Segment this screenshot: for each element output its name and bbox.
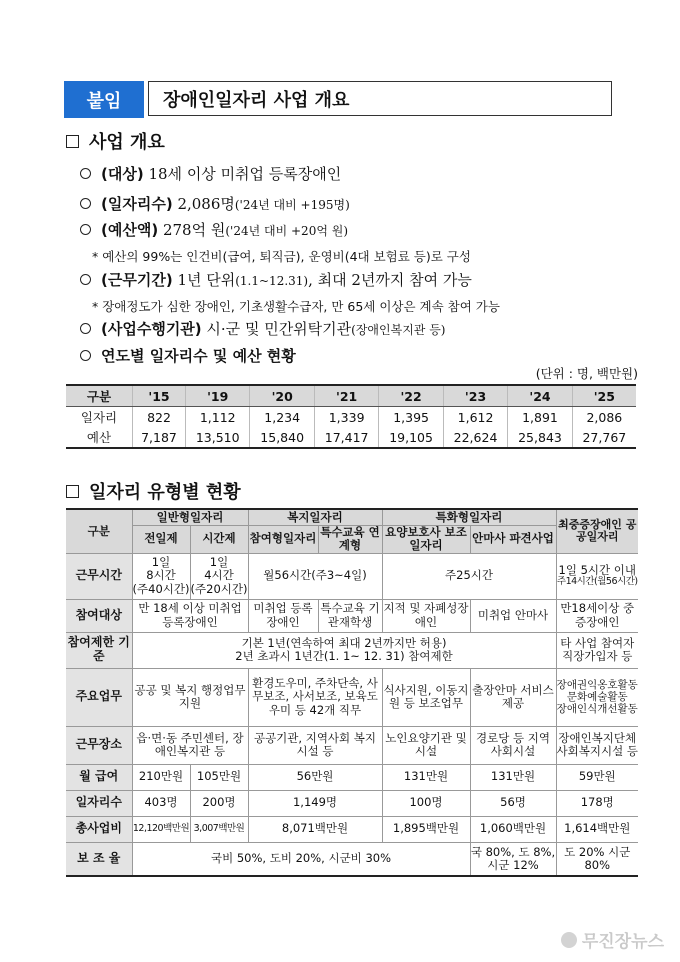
section1-heading-text: 사업 개요 <box>89 132 165 153</box>
table-row: 구분 일반형일자리 복지일자리 특화형일자리 최중증장애인 공공일자리 <box>66 509 638 525</box>
circle-bullet-icon <box>80 274 91 285</box>
row-duties: 주요업무 공공 및 복지 행정업무지원 환경도우미, 주차단속, 사무보조, 사서보조, 보육도우미 등 42개 직무 식사지원, 이동지원 등 보조업무 출장안마 서비스 제공 장애권익옹호활동 문화예술활동 장애인식개선활동 <box>66 668 638 726</box>
table-row: 일자리 822 1,112 1,234 1,339 1,395 1,612 1,891 2,086 <box>66 407 636 428</box>
item-target: (대상) 18세 이상 미취업 등록장애인 <box>80 163 341 184</box>
note-budget: * 예산의 99%는 인건비(급여, 퇴직금), 운영비(4대 보험료 등)로 구성 <box>92 249 471 264</box>
circle-bullet-icon <box>80 350 91 361</box>
circle-bullet-icon <box>80 224 91 235</box>
circle-bullet-icon <box>80 168 91 179</box>
attachment-badge: 붙임 <box>64 81 144 118</box>
item-period: (근무기간) 1년 단위(1.1~12.31), 최대 2년까지 참여 가능 <box>80 269 472 290</box>
yearly-header-row: 구분 '15 '19 '20 '21 '22 '23 '24 '25 <box>66 385 636 407</box>
section2-heading-text: 일자리 유형별 현황 <box>89 482 241 503</box>
square-bullet-icon <box>66 135 79 148</box>
circle-bullet-icon <box>80 323 91 334</box>
row-pay: 월 급여 210만원 105만원 56만원 131만원 131만원 59만원 <box>66 764 638 790</box>
row-budget: 총사업비 12,120백만원 3,007백만원 8,071백만원 1,895백만원 1,060백만원 1,614백만원 <box>66 816 638 842</box>
watermark-logo-icon <box>561 932 577 948</box>
unit-label: (단위 : 명, 백만원) <box>535 366 638 381</box>
note-period: * 장애정도가 심한 장애인, 기초생활수급자, 만 65세 이상은 계속 참여 가능 <box>92 299 500 314</box>
item-budget: (예산액) 278억 원('24년 대비 +20억 원) <box>80 219 348 240</box>
row-place: 근무장소 읍·면·동 주민센터, 장애인복지관 등 공공기관, 지역사회 복지시설 등 노인요양기관 및 시설 경로당 등 지역사회시설 장애인복지단체 사회복지시설 등 <box>66 726 638 764</box>
yearly-table <box>66 384 636 449</box>
document-title: 장애인일자리 사업 개요 <box>148 81 612 116</box>
row-subsidy: 보 조 율 국비 50%, 도비 20%, 시군비 30% 국 80%, 도 8%, 시군 12% 도 20% 시군 80% <box>66 842 638 876</box>
section1-heading <box>66 128 165 154</box>
row-limit: 참여제한 기 준 기본 1년(연속하여 최대 2년까지만 허용) 2년 초과시 1년간(1. 1~ 12. 31) 참여제한 타 사업 참여자 직장가입자 등 <box>66 632 638 668</box>
row-target: 참여대상 만 18세 이상 미취업 등록장애인 미취업 등록장애인 특수교육 기관재학생 지적 및 자폐성장애인 미취업 안마사 만18세이상 중증장애인 <box>66 599 638 632</box>
square-bullet-icon <box>66 485 79 498</box>
table-row: 전일제 시간제 참여형일자리 특수교육 연계형 요양보호사 보조일자리 안마사 파견사업 <box>66 525 638 553</box>
watermark: 무진장뉴스 <box>561 927 664 952</box>
row-jobs: 일자리수 403명 200명 1,149명 100명 56명 178명 <box>66 790 638 816</box>
job-type-table <box>66 508 638 877</box>
item-yearly: 연도별 일자리수 및 예산 현황 <box>80 345 296 366</box>
table-row: 예산 7,187 13,510 15,840 17,417 19,105 22,624 25,843 27,767 <box>66 427 636 448</box>
item-agency: (사업수행기관) 시·군 및 민간위탁기관(장애인복지관 등) <box>80 318 445 339</box>
row-hours: 근무시간 1일 8시간 (주40시간) 1일 4시간 (주20시간) 월56시간(주3~4일) 주25시간 1일 5시간 이내 주14시간(월56시간) <box>66 553 638 599</box>
item-jobs: (일자리수) 2,086명('24년 대비 +195명) <box>80 193 350 214</box>
section2-heading <box>66 478 241 504</box>
circle-bullet-icon <box>80 198 91 209</box>
